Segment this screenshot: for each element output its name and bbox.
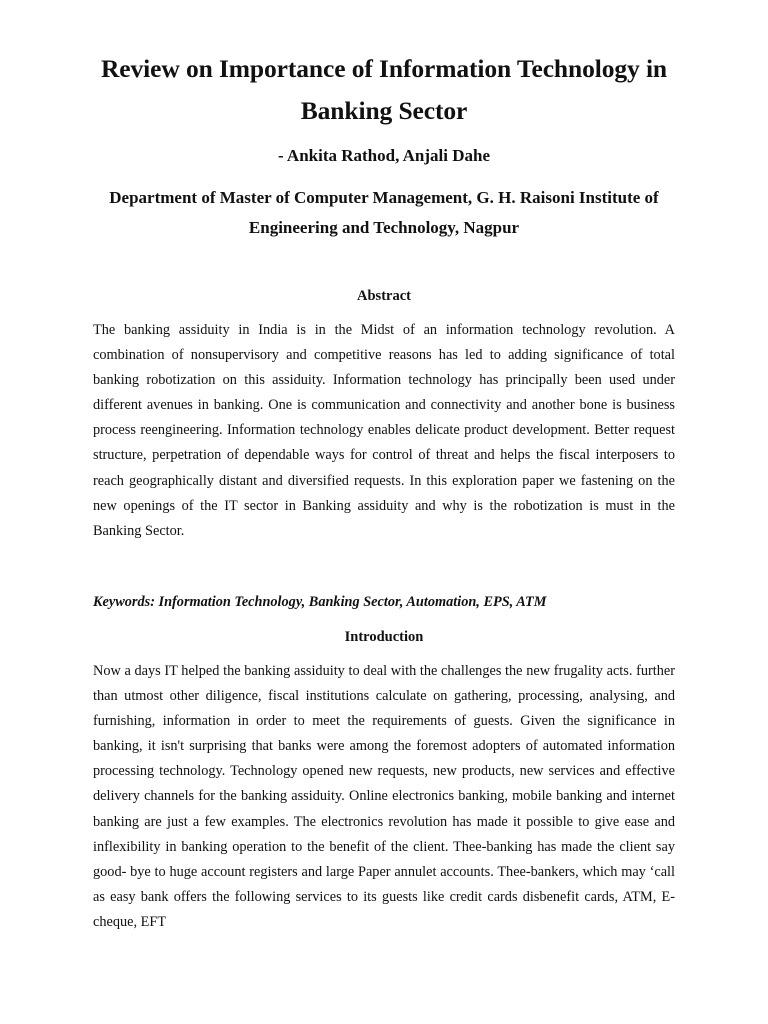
- abstract-heading: Abstract: [357, 288, 411, 304]
- introduction-heading: Introduction: [344, 629, 424, 645]
- author-line: - Ankita Rathod, Anjali Dahe: [277, 146, 491, 165]
- abstract-body: The banking assiduity in India is in the Midst of an information technology revolution. A combination of nonsupervisory and competitive reasons has led to adding significance of total banking robotization on this assiduity. Information technology has principally been used under different avenues in banking. One is communication and connectivity and another bone is business process reengineering. Information technology enables delicate product development. Better request structure, perpetration of dependable ways for control of threat and helps the fiscal interposers to reach geographically distant and diversified requests. In this exploration paper we fastening on the new openings of the IT sector in Banking assiduity and why is the robotization is must in the Banking Sector.: [93, 322, 675, 539]
- keywords-line: Keywords: Information Technology, Banking Sector, Automation, EPS, ATM: [93, 594, 547, 610]
- paper-title: Review on Importance of Information Technology in Banking Sector: [100, 54, 668, 125]
- affiliation: Department of Master of Computer Management, G. H. Raisoni Institute of Engineering and Technology, Nagpur: [109, 188, 659, 237]
- introduction-body: Now a days IT helped the banking assiduity to deal with the challenges the new frugality acts. further than utmost other diligence, fiscal institutions calculate on gathering, processing, analysing, and furnishing, information in order to meet the requirements of guests. Given the significance in banking, it isn't surprising that banks were among the foremost adopters of automated information processing technology. Technology opened new requests, new products, new services and effective delivery channels for the banking assiduity. Online electronics banking, mobile banking and internet banking are just a few examples. The electronics revolution has made it possible to give ease and inflexibility in banking operation to the benefit of the client. Thee-banking has made the client say good- bye to huge account registers and large Paper annulet accounts. Thee-bankers, which may ‘call as easy bank offers the following services to its guests like credit cards disbenefit cards, ATM, E-cheque, EFT: [93, 663, 675, 930]
